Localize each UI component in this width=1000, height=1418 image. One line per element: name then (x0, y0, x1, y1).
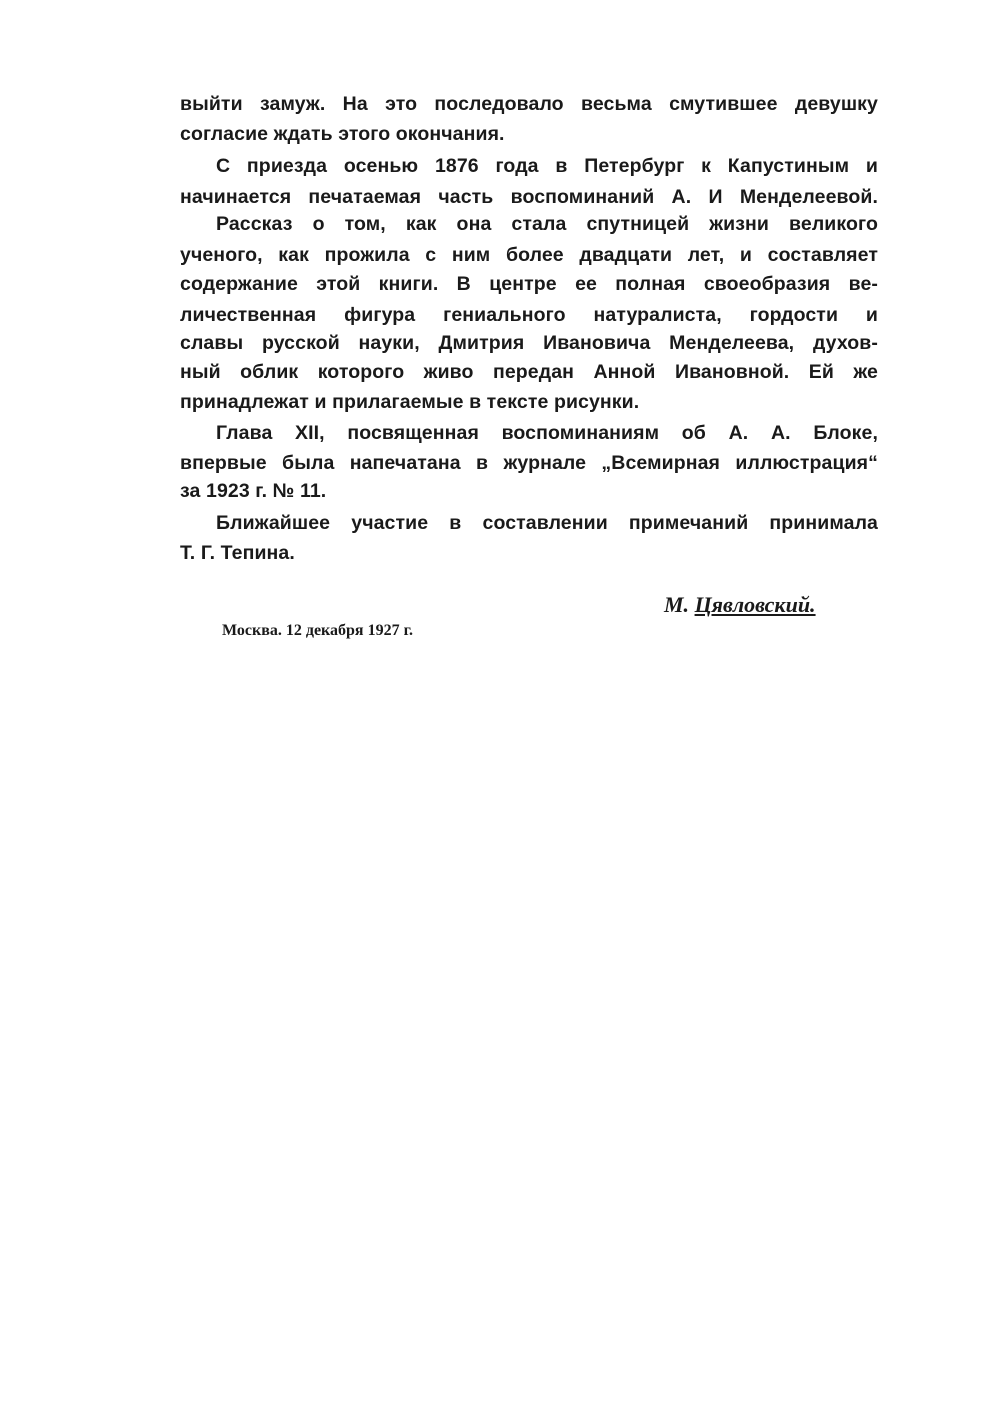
place-date: Москва. 12 декабря 1927 г. (222, 622, 414, 639)
signature-initial: М. (664, 592, 690, 617)
text-line: выйти замуж. На это последовало весьма смутившее девушку (180, 93, 878, 115)
text-line: Т. Г. Тепина. (180, 542, 295, 564)
text-line: содержание этой книги. В центре ее полная своеобразия ве- (180, 273, 878, 295)
text-line: начинается печатаемая часть воспоминаний А. И Менделеевой. (180, 186, 878, 208)
text-line: ученого, как прожила с ним более двадцати лет, и составляет (180, 244, 878, 266)
text-line: Рассказ о том, как она стала спутницей жизни великого (216, 213, 878, 235)
text-line: личественная фигура гениального натуралиста, гордости и (180, 304, 878, 326)
text-line: принадлежат и прилагаемые в тексте рисунки. (180, 391, 640, 413)
text-line: согласие ждать этого окончания. (180, 123, 505, 145)
signature-surname: Цявловский. (694, 592, 816, 617)
text-line: славы русской науки, Дмитрия Ивановича Менделеева, духов- (180, 332, 878, 354)
text-line: впервые была напечатана в журнале „Всемирная иллюстрация“ (180, 452, 878, 474)
text-line: Глава XII, посвященная воспоминаниям об А. А. Блоке, (216, 422, 878, 444)
text-line: ный облик которого живо передан Анной Ивановной. Ей же (180, 361, 878, 383)
text-line: за 1923 г. № 11. (180, 480, 327, 502)
author-signature (664, 592, 816, 618)
text-line: Ближайшее участие в составлении примечаний принимала (216, 512, 878, 534)
text-line: С приезда осенью 1876 года в Петербург к Капустиным и (216, 155, 878, 177)
